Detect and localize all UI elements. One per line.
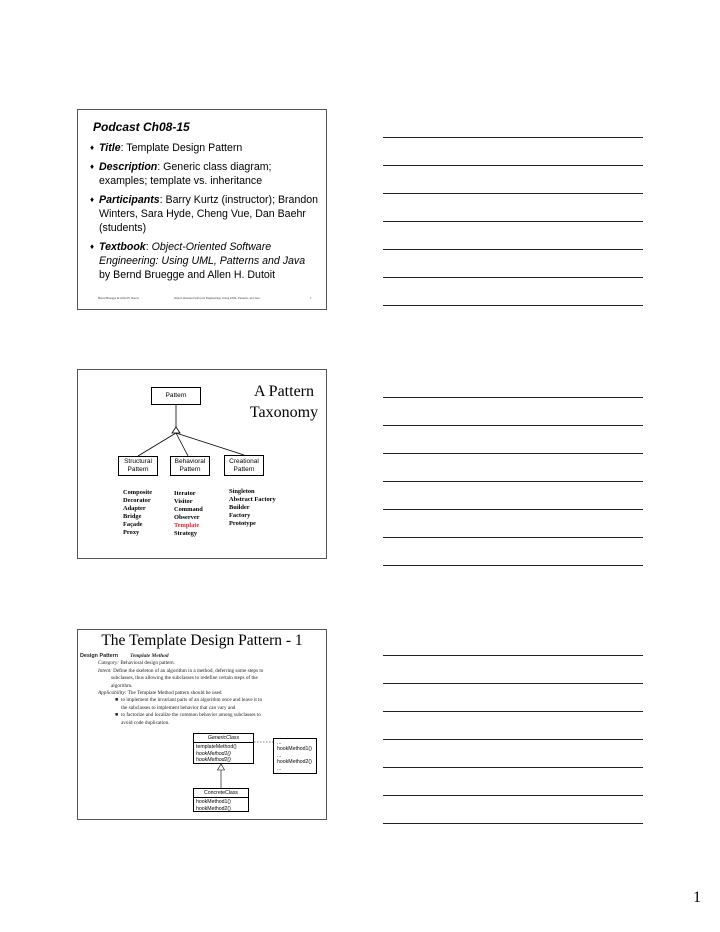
note-line [383,165,643,166]
note-line [383,509,643,510]
behavioral-pattern-list [174,490,203,539]
note-line [383,739,643,740]
intent-line: algorithm. [111,682,133,689]
note-line [383,137,643,138]
list-item-highlighted: Template [174,522,200,530]
concrete-class-name: ConcreteClass [194,789,248,798]
note-line [383,767,643,768]
template-method-note [273,738,317,774]
list-item: Factory [229,512,251,520]
diamond-bullet-icon: ♦ [90,143,95,152]
page-number: 1 [693,889,701,906]
list-item: Command [174,506,203,514]
inheritance-triangle-icon [172,427,180,433]
generic-class-box [193,733,254,764]
list-item: Composite [123,489,153,496]
inheritance-arrow-icon [218,764,225,770]
bullet-description: ♦ Description: Generic class diagram; examples; template vs. inheritance [90,161,272,187]
list-item: Decorator [123,497,151,505]
note-line: hookMethod1() [277,746,312,753]
creational-pattern-box: Creational Pattern [224,455,264,476]
list-item: Façade [123,521,143,529]
list-item: Abstract Factory [229,496,276,504]
slide-1 [77,109,327,310]
design-pattern-header: Design Pattern Template Method [80,653,169,659]
note-line [383,655,643,656]
note-line [383,397,643,398]
bullet-textbook: ♦ Textbook: Object-Oriented Software Engineering: Using UML, Patterns and Java by Bernd Bruegge and Allen H. Dutoit [90,241,306,281]
note-line: ... [277,740,282,746]
applicability-bullet: ■ to factorize and localize the common behavior among subclasses to [115,712,261,719]
method-name: hookMethod1() [196,799,231,806]
list-item: Adapter [123,505,146,513]
method-name: hookMethod1() [196,750,231,757]
bullet-dot-icon: ■ [115,712,119,719]
diamond-bullet-icon: ♦ [90,195,95,204]
behavioral-pattern-box: Behavioral Pattern [170,456,210,476]
slide-3 [77,629,327,820]
concrete-class-box [193,788,249,812]
creational-pattern-list [229,488,276,528]
list-item: Iterator [174,490,196,497]
list-item: Strategy [174,530,198,538]
note-line [383,823,643,824]
note-line: ... [277,765,282,772]
pattern-root-box: Pattern [151,387,201,405]
note-line [383,711,643,712]
list-item: Proxy [123,529,140,537]
structural-connector [138,433,176,456]
note-line: hookMethod2() [277,759,312,766]
note-line: ... [277,752,282,759]
intent-line: subclasses, thus allowing the subclasses to redefine certain steps of the [111,675,258,682]
slide-2 [77,369,327,559]
note-line [383,425,643,426]
applicability-bullet-cont: avoid code duplication. [121,719,170,726]
note-line [383,795,643,796]
applicability-line: Applicability: The Template Method pattern should be used [98,690,222,697]
diamond-bullet-icon: ♦ [90,242,95,251]
list-item: Singleton [229,488,255,495]
list-item: Visitor [174,498,193,506]
note-line [383,537,643,538]
applicability-bullet-cont: the subclasses to implement behavior that can vary and [121,704,236,711]
method-name: hookMethod2() [196,757,231,764]
bullet-dot-icon: ■ [115,697,119,704]
list-item: Builder [229,504,250,512]
method-name: hookMethod2() [196,805,231,812]
note-line [383,683,643,684]
structural-pattern-list [123,489,152,538]
note-line [383,305,643,306]
slide-1-title: Podcast Ch08-15 [93,120,190,134]
note-line [383,453,643,454]
concrete-class-methods [194,798,248,813]
slide-3-title: The Template Design Pattern - 1 [101,632,303,649]
note-line [383,277,643,278]
bullet-participants: ♦ Participants: Barry Kurtz (instructor); Brandon Winters, Sara Hyde, Cheng Vue, Dan Baehr (students) [90,194,319,234]
intent-line: Intent: Define the skeleton of an algorithm in a method, deferring some steps to [98,667,264,674]
note-line [383,481,643,482]
list-item: Prototype [229,520,256,528]
note-line [383,249,643,250]
footer-slide-number: 1 [310,296,312,300]
slide-2-title: A Pattern Taxonomy [249,383,319,421]
list-item: Bridge [123,513,142,521]
generic-class-name: GenericClass [194,734,253,743]
category-line: Category: Behavioral design pattern. [98,660,175,667]
structural-pattern-box: Structural Pattern [118,456,158,476]
bullet-title: ♦ Title: Template Design Pattern [90,142,243,154]
diamond-bullet-icon: ♦ [90,162,95,171]
footer-authors: Bernd Bruegge & Allen H. Dutoit [98,296,139,300]
slide-1-bullet-list [90,141,318,287]
generic-class-methods [194,743,253,764]
applicability-bullet: ■ to implement the invariant parts of an algorithm once and leave it to [115,697,263,704]
method-name: templateMethod() [196,744,237,751]
list-item: Observer [174,514,200,522]
footer-book: Object-Oriented Software Engineering: Using UML, Patterns, and Java [174,296,260,300]
note-line [383,565,643,566]
note-line [383,193,643,194]
note-line [383,221,643,222]
